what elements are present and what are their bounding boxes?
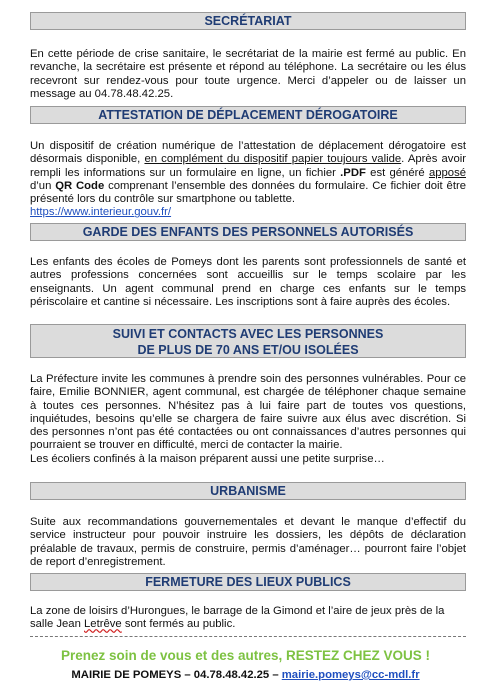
section-title-secretariat: SECRÉTARIAT — [30, 12, 466, 30]
garde-text: Les enfants des écoles de Pomeys dont les parents sont professionnels de santé et autres professions concernées sont accueillis sur le temps scolaire par les enseignants. Un agent communal prend en charge ces enfants sur le temps périscolaire et cantine si nécessaire. Les inscriptions sont à faire auprès des écoles. — [30, 256, 466, 308]
section-title-garde: GARDE DES ENFANTS DES PERSONNELS AUTORISÉS — [30, 223, 466, 241]
footer-contact: MAIRIE DE POMEYS – 04.78.48.42.25 – mairie.pomeys@cc-mdl.fr — [71, 669, 420, 681]
email-link[interactable]: mairie.pomeys@cc-mdl.fr — [281, 669, 420, 681]
section-title-attestation: ATTESTATION DE DÉPLACEMENT DÉROGATOIRE — [30, 106, 466, 124]
fermeture-text: La zone de loisirs d’Hurongues, le barrage de la Gimond et l’aire de jeux près de la salle Jean Letrêve sont fermés au public. — [30, 605, 445, 631]
footer-slogan: Prenez soin de vous et des autres, RESTEZ CHEZ VOUS ! — [60, 648, 431, 663]
urbanisme-text: Suite aux recommandations gouvernementales et devant le manque d’effectif du service instructeur pour pouvoir instruire les dossiers, les dépôts de déclaration préalable de travaux, permis de construire, permis d’aménager… pourront faire l’objet de report d’enregistrement. — [30, 516, 466, 568]
section-title-urbanisme: URBANISME — [30, 482, 466, 500]
section-title-suivi: SUIVI ET CONTACTS AVEC LES PERSONNES DE PLUS DE 70 ANS ET/OU ISOLÉES — [30, 324, 466, 358]
section-title-fermeture: FERMETURE DES LIEUX PUBLICS — [30, 573, 466, 591]
footer-divider — [30, 636, 466, 637]
interieur-link[interactable]: https://www.interieur.gouv.fr/ — [30, 206, 172, 219]
secretariat-text: En cette période de crise sanitaire, le secrétariat de la mairie est fermé au public. En revanche, la secrétaire est présente et répond au téléphone. La secrétaire ou les élus recevront sur rendez-vous pour toute urgence. Merci d’appeler ou de laisser un message au 04.78.48.42.25. — [30, 48, 466, 100]
underlined-note: en complément du dispositif papier toujours valide — [144, 153, 402, 166]
suivi-text: La Préfecture invite les communes à prendre soin des personnes vulnérables. Pour ce faire, Emilie BONNIER, agent communal, est chargée de téléphoner chaque semaine à toutes ces personnes. N’hésitez pas à lui faire part de toutes vos questions, inquiétudes, besoins qu’elle se chargera de faire suivre aux élus avec discrétion. Si des personnes n’ont pas été contactées ou ont connaissances d’autres personnes qui pourraient se trouver en difficulté, merci de contacter la mairie. Les écoliers confinés à la maison préparent aussi une petite surprise… — [30, 373, 466, 465]
attestation-text: Un dispositif de création numérique de l’attestation de déplacement dérogatoire est désormais disponible, en complément du dispositif papier toujours valide. Après avoir rempli les informations sur un formulaire en ligne, un fichier .PDF est généré apposé d’un QR Code comprenant l’ensemble des données du formulaire. Ce fichier doit être présenté lors du contrôle sur smartphone ou tablette. https://www.interieur.gouv.fr/ — [30, 140, 467, 219]
